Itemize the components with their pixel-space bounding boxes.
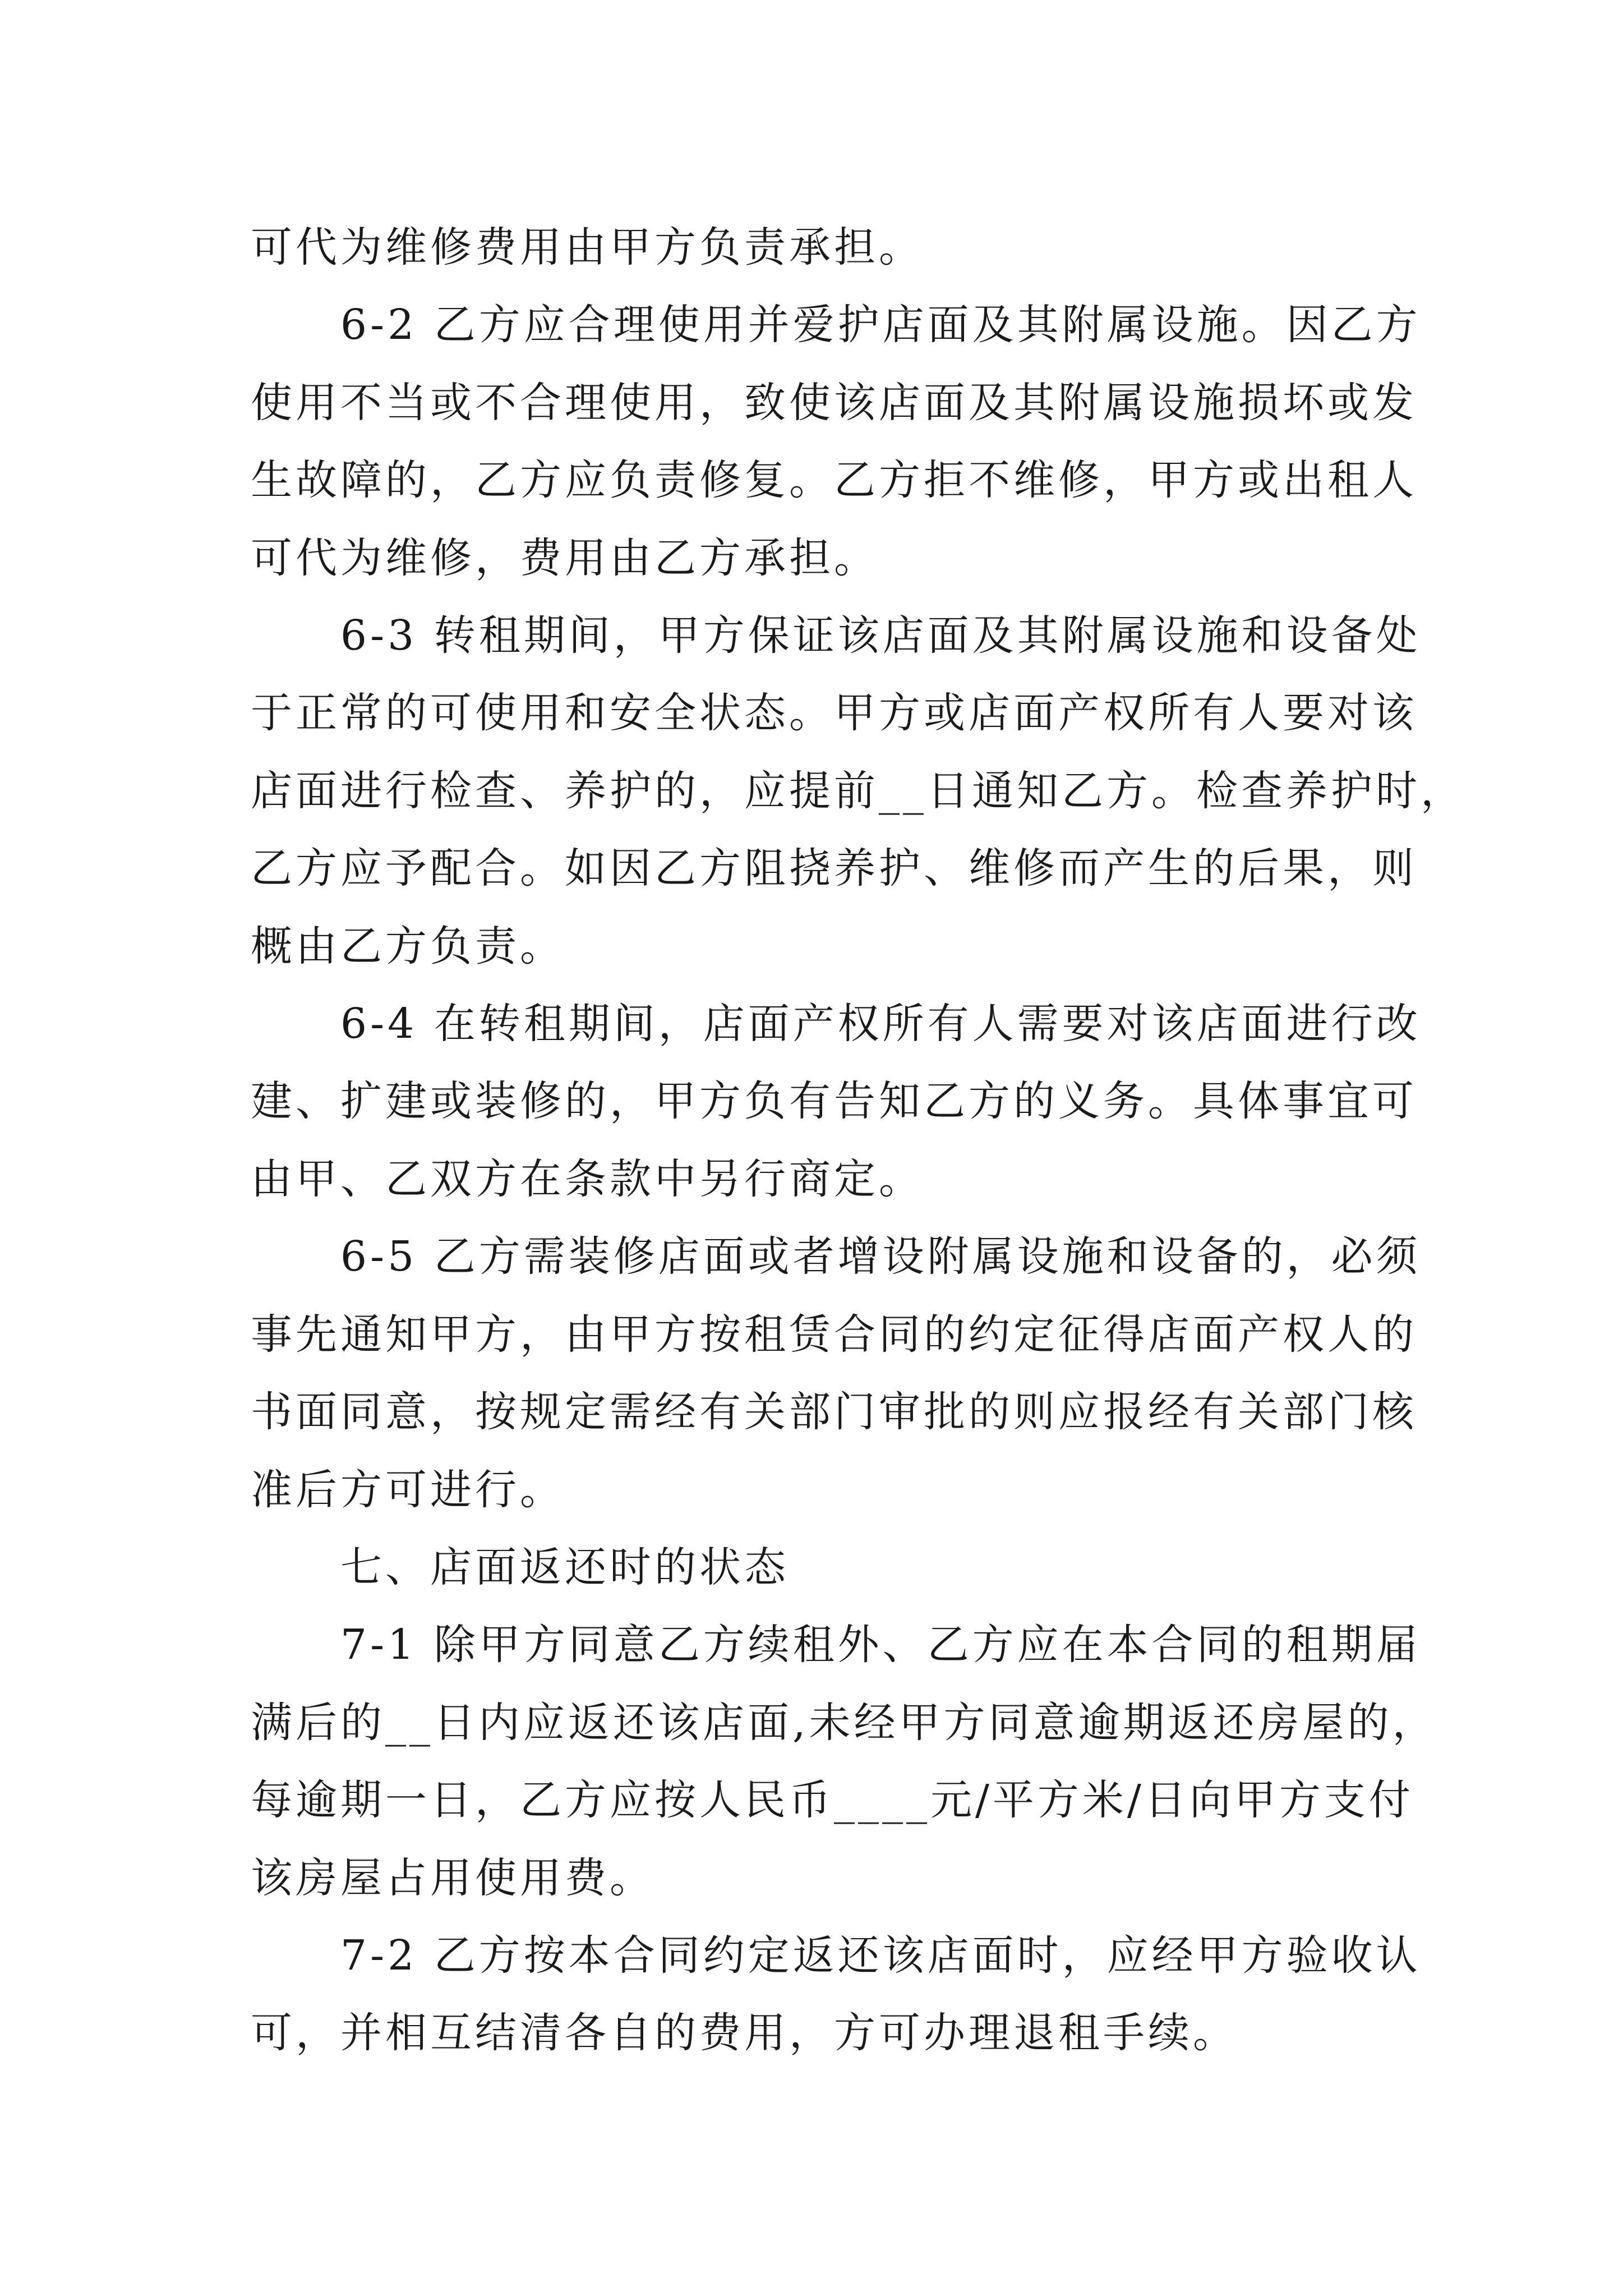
- text-line: 建、扩建或装修的，甲方负有告知乙方的义务。具体事宜可: [251, 1077, 1417, 1126]
- paragraph-6-2: [251, 286, 1421, 597]
- document-body: [251, 209, 1465, 2072]
- section-heading-7: [251, 1529, 1372, 1606]
- text-line: 概由乙方负责。: [251, 922, 565, 970]
- text-line: 6-2 乙方应合理使用并爱护店面及其附属设施。因乙方: [340, 301, 1421, 349]
- text-line: 乙方应予配合。如因乙方阻挠养护、维修而产生的后果，则: [251, 844, 1417, 893]
- text-line: 由甲、乙双方在条款中另行商定。: [251, 1154, 924, 1203]
- text-line: 该房屋占用使用费。: [251, 1853, 654, 1902]
- paragraph-7-1: [251, 1606, 1437, 1917]
- paragraph-7-2: [251, 1917, 1421, 2072]
- text-line: 6-4 在转租期间，店面产权所有人需要对该店面进行改: [340, 1000, 1421, 1048]
- text-line: 可代为维修，费用由乙方承担。: [251, 533, 879, 582]
- text-line: 事先通知甲方，由甲方按租赁合同的约定征得店面产权人的: [251, 1310, 1417, 1359]
- text-line: 满后的__日内应返还该店面,未经甲方同意逾期返还房屋的，: [251, 1698, 1437, 1747]
- text-line: 7-2 乙方按本合同约定返还该店面时，应经甲方验收认: [340, 1931, 1421, 1980]
- paragraph-6-4: [251, 985, 1421, 1218]
- paragraph-6-5: [251, 1218, 1421, 1529]
- text-line: 于正常的可使用和安全状态。甲方或店面产权所有人要对该: [251, 689, 1417, 738]
- text-line: 店面进行检查、养护的，应提前__日通知乙方。检查养护时，: [251, 766, 1465, 815]
- text-line: 准后方可进行。: [251, 1465, 565, 1514]
- paragraph-6-3: [251, 597, 1465, 985]
- text-line: 可，并相互结清各自的费用，方可办理退租手续。: [251, 2009, 1238, 2058]
- text-line: 可代为维修费用由甲方负责承担。: [251, 223, 924, 272]
- paragraph-6-1-continuation: [251, 209, 1372, 286]
- text-line: 书面同意，按规定需经有关部门审批的则应报经有关部门核: [251, 1388, 1417, 1437]
- text-line: 7-1 除甲方同意乙方续租外、乙方应在本合同的租期届: [340, 1621, 1421, 1669]
- text-line: 使用不当或不合理使用，致使该店面及其附属设施损坏或发: [251, 378, 1417, 427]
- text-line: 6-5 乙方需装修店面或者增设附属设施和设备的，必须: [340, 1232, 1421, 1281]
- text-line: 6-3 转租期间，甲方保证该店面及其附属设施和设备处: [340, 611, 1421, 660]
- text-line: 生故障的，乙方应负责修复。乙方拒不维修，甲方或出租人: [251, 456, 1417, 505]
- text-line: 每逾期一日，乙方应按人民币____元/平方米/日向甲方支付: [251, 1776, 1414, 1825]
- section-heading: 七、店面返还时的状态: [340, 1543, 789, 1591]
